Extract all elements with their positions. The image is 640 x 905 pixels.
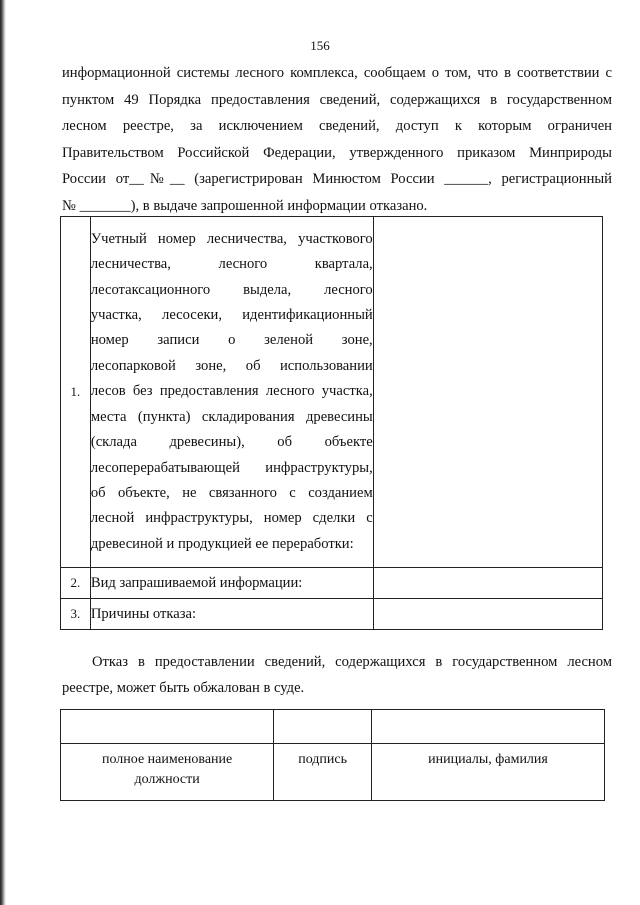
row-label: Вид запрашиваемой информации:: [90, 568, 373, 599]
label-line: номер записи о зеленой зоне,: [90, 332, 373, 349]
position-caption-line: полное наименование: [101, 752, 233, 767]
label-line: лесничества, лесного квартала,: [90, 256, 373, 273]
row-number: 3.: [61, 599, 91, 630]
table-row: [61, 217, 603, 568]
intro-line: лесном реестре, за исключением сведений, доступ к которым ограничен: [62, 118, 612, 135]
info-table: [60, 216, 603, 630]
signature-caption-row: [61, 744, 605, 801]
position-caption: [61, 744, 274, 801]
position-caption-line: должности: [134, 772, 200, 787]
appeal-line: Отказ в предоставлении сведений, содержащихся в государственном лесном: [92, 654, 612, 670]
label-line: лесной инфраструктуры, номер сделки с: [90, 510, 373, 527]
label-line: лесопарковой зоне, об использовании: [90, 357, 373, 374]
table-row: [61, 599, 603, 630]
label-line: древесиной и продукцией ее переработки:: [90, 535, 354, 552]
name-blank: [371, 710, 604, 744]
intro-line: № _______), в выдаче запрошенной информации отказано.: [62, 197, 428, 214]
page-number: 156: [310, 38, 330, 53]
label-line: лесов без предоставления лесного участка,: [90, 383, 373, 400]
row-label: [90, 217, 373, 568]
appeal-paragraph: [62, 649, 612, 701]
label-line: лесотаксационного выдела, лесного: [90, 281, 373, 298]
position-blank: [61, 710, 274, 744]
table-row: [61, 568, 603, 599]
intro-paragraph: [62, 60, 612, 220]
intro-line: Правительством Российской Федерации, утвержденного приказом Минприроды: [62, 144, 612, 161]
label-line: лесоперерабатывающей инфраструктуры,: [90, 459, 373, 476]
row-value-cell: [373, 568, 602, 599]
signature-blank-row: [61, 710, 605, 744]
label-line: участка, лесосеки, идентификационный: [90, 307, 373, 324]
signature-blank: [274, 710, 372, 744]
row-number: 2.: [61, 568, 91, 599]
intro-line: информационной системы лесного комплекса, сообщаем о том, что в соответствии с: [62, 65, 612, 81]
row-label: Причины отказа:: [90, 599, 373, 630]
row-value-cell: [373, 599, 602, 630]
intro-line: России от__№__ (зарегистрирован Минюстом России ______, регистрационный: [62, 171, 612, 188]
page-scan-edge: [0, 0, 6, 905]
intro-line: пунктом 49 Порядка предоставления сведений, содержащихся в государственном: [62, 91, 612, 108]
label-line: места (пункта) складирования древесины: [90, 408, 373, 425]
label-line: об объекте, не связанного с созданием: [90, 484, 373, 501]
label-line: Учетный номер лесничества, участкового: [90, 230, 373, 247]
row-value-cell: [373, 217, 602, 568]
row-number: 1.: [61, 217, 91, 568]
name-caption: инициалы, фамилия: [371, 744, 604, 801]
signature-caption: подпись: [274, 744, 372, 801]
signature-table: [60, 709, 605, 801]
label-line: (склада древесины), об объекте: [90, 434, 373, 451]
appeal-line: реестре, может быть обжалован в суде.: [62, 680, 305, 696]
